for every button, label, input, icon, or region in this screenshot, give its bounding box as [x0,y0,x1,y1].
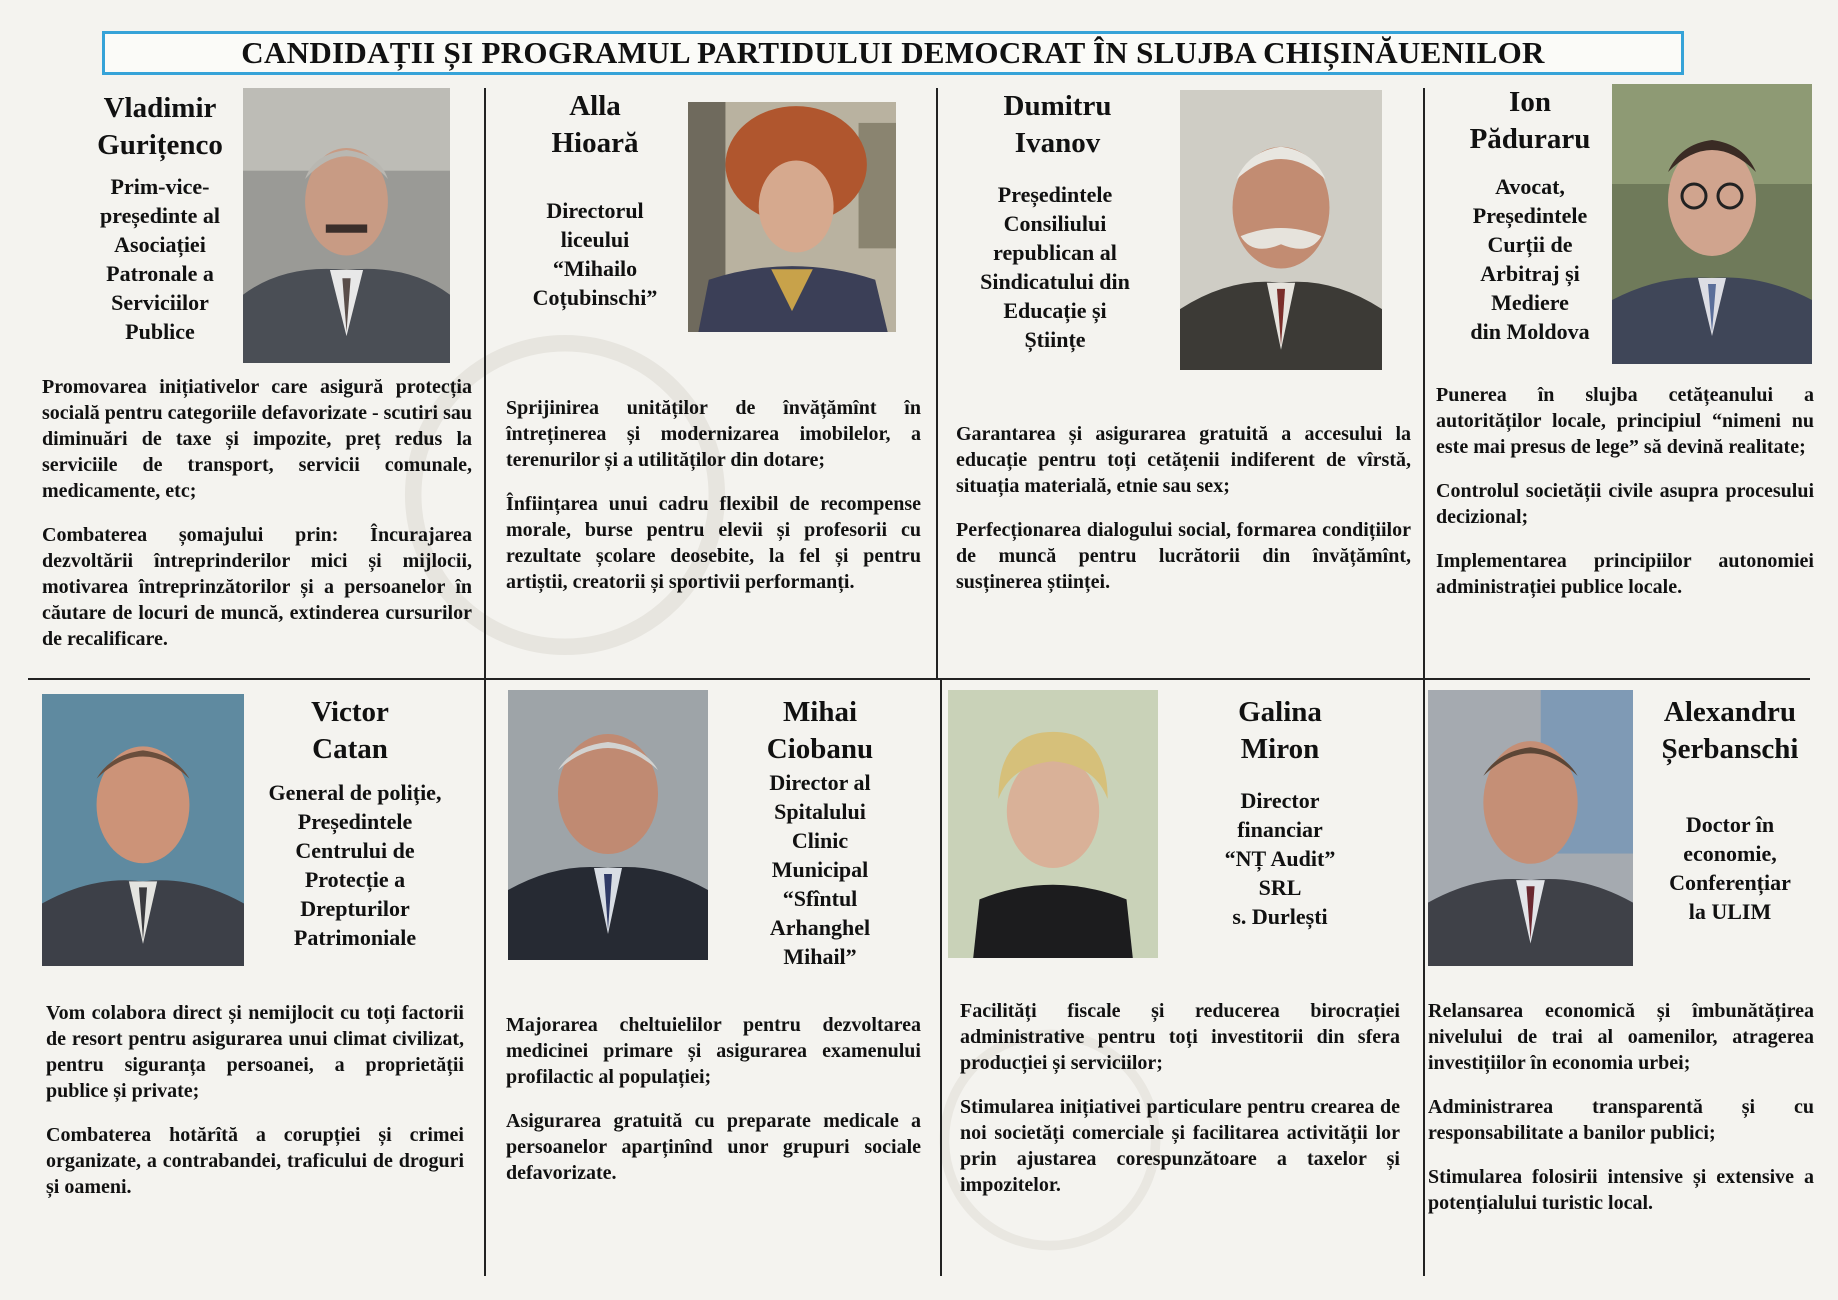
candidate-role [720,768,920,971]
column-divider [940,680,942,1276]
candidate-name [250,694,450,768]
candidate-role [1630,810,1830,926]
role-line: Centrului de [295,838,415,863]
role-line: Patrimoniale [293,925,417,950]
row-divider [28,678,1810,680]
candidate-first-name: Dumitru [1003,90,1112,122]
column-divider [936,88,938,678]
role-line: Publice [125,319,195,344]
candidate-role [60,172,260,346]
candidate-first-name: Alla [569,90,621,122]
candidate-name [1430,84,1630,158]
candidate-photo [688,102,896,332]
candidate-role [1430,172,1630,346]
candidate-role [240,778,470,952]
program-item: Controlul societății civile asupra procesului decizional; [1436,480,1814,528]
candidate-first-name: Mihai [782,696,858,728]
candidate-last-name: Hioară [551,127,639,159]
role-line: Președintele [997,182,1113,207]
role-line: Clinic [791,828,849,853]
role-line: din Moldova [1470,319,1590,344]
role-line: liceului [560,227,630,252]
candidate-program [1436,382,1814,600]
candidate-name [500,88,690,162]
role-line: Coțubinschi” [532,285,658,310]
role-line: republican al [993,240,1117,265]
candidate-last-name: Catan [312,733,388,765]
program-item: Garantarea și asigurarea gratuită a accesului la educație pentru toți cetățenii indiferent de vîrstă, situația materială, etnie sau sex; [956,423,1411,497]
role-line: Arhanghel [769,915,871,940]
program-item: Combaterea șomajului prin: Încurajarea dezvoltării întreprinderilor mici și mijlocii, motivarea întreprinzătorilor și a persoanelor în căutare de locuri de muncă, extinderea cursurilor de recalificare. [42,524,472,650]
role-line: Drepturilor [300,896,410,921]
candidate-photo [1180,90,1382,370]
role-line: Doctor în [1685,812,1775,837]
candidate-photo [1428,690,1633,966]
role-line: Președintele [297,809,413,834]
role-line: “NȚ Audit” [1224,846,1336,871]
candidate-role [1180,786,1380,931]
candidate-last-name: Gurițenco [97,129,223,161]
role-line: președinte al [100,203,220,228]
role-line: “Mihailo [552,256,638,281]
program-item: Sprijinirea unităților de învățămînt în întreținerea și modernizarea imobilelor, a terenurilor și a utilităților din dotare; [506,397,921,471]
candidate-last-name: Păduraru [1469,123,1591,155]
program-item: Stimularea folosirii intensive și extensive a potențialului turistic local. [1428,1166,1814,1214]
role-line: Conferențiar [1669,870,1791,895]
candidate-role [500,196,690,312]
program-item: Asigurarea gratuită cu preparate medicale a persoanelor aparținînd unor grupuri sociale defavorizate. [506,1110,921,1184]
candidate-last-name: Ivanov [1014,127,1101,159]
role-line: s. Durlești [1232,904,1328,929]
role-line: “Sfîntul [782,886,858,911]
program-item: Punerea în slujba cetățeanului a autorităților locale, principiul “nimeni nu este mai presus de lege” să devină realitate; [1436,384,1814,458]
role-line: Municipal [771,857,869,882]
candidate-program [960,998,1400,1198]
role-line: Protecție a [304,867,406,892]
candidate-photo [508,690,708,960]
role-line: Spitalului [774,799,866,824]
title-banner [102,31,1684,75]
candidate-program [506,395,921,595]
candidate-name [1630,694,1830,768]
role-line: SRL [1258,875,1302,900]
role-line: economie, [1683,841,1777,866]
role-line: Patronale a [106,261,214,286]
role-line: Asociației [114,232,206,257]
candidate-last-name: Șerbanschi [1661,733,1799,765]
program-item: Promovarea inițiativelor care asigură protecția socială pentru categoriile defavorizate - scutiri sau diminuări de taxe și impozite, preț redus la serviciile de transport, servicii comunale, medicamente, etc; [42,376,472,502]
role-line: Științe [1024,327,1086,352]
role-line: Director [1240,788,1320,813]
candidate-program [46,1000,464,1200]
candidate-first-name: Vladimir [103,92,217,124]
program-item: Administrarea transparentă și cu responsabilitate a banilor publici; [1428,1096,1814,1144]
role-line: Sindicatului din [980,269,1130,294]
role-line: la ULIM [1688,899,1772,924]
role-line: General de poliție, [268,780,442,805]
program-item: Relansarea economică și îmbunătățirea nivelului de trai al oamenilor, atragerea investițiilor în economia urbei; [1428,1000,1814,1074]
candidate-program [506,1012,921,1186]
role-line: Directorul [546,198,644,223]
column-divider [1423,88,1425,1276]
role-line: Consiliului [1003,211,1107,236]
program-item: Majorarea cheltuielilor pentru dezvoltarea medicinei primare și asigurarea examenului profilactic al populației; [506,1014,921,1088]
role-line: Avocat, [1495,174,1565,199]
candidate-first-name: Ion [1509,86,1551,118]
candidate-first-name: Galina [1238,696,1322,728]
candidate-name [60,90,260,164]
column-divider [484,88,486,1276]
candidate-photo [948,690,1158,958]
role-line: Prim-vice- [110,174,210,199]
role-line: Serviciilor [111,290,209,315]
program-item: Combaterea hotărîtă a corupției și crimei organizate, a contrabandei, traficului de droguri și oameni. [46,1124,464,1198]
candidate-last-name: Miron [1240,733,1320,765]
page-title: CANDIDAȚII ȘI PROGRAMUL PARTIDULUI DEMOCRAT ÎN SLUJBA CHIȘINĂUENILOR [241,35,1545,70]
role-line: Director al [769,770,871,795]
candidate-program [1428,998,1814,1216]
candidate-name [720,694,920,768]
program-item: Perfecționarea dialogului social, formarea condițiilor de muncă pentru lucrătorii din învățămînt, susținerea științei. [956,519,1411,593]
role-line: Arbitraj și [1480,261,1580,286]
program-item: Stimularea inițiativei particulare pentru crearea de noi societăți comerciale și facilitarea activității lor prin ajustarea corespunzătoare a taxelor și impozitelor. [960,1096,1400,1196]
candidate-first-name: Alexandru [1663,696,1797,728]
role-line: Mediere [1491,290,1569,315]
program-item: Facilități fiscale și reducerea birocrației administrative pentru toți investitorii din sfera producției și serviciilor; [960,1000,1400,1074]
role-line: Curții de [1487,232,1573,257]
candidate-role [945,180,1165,354]
program-item: Vom colabora direct și nemijlocit cu toți factorii de resort pentru asigurarea unui climat civilizat, pentru siguranța persoanei, a proprietății publice și private; [46,1002,464,1102]
candidate-name [955,88,1160,162]
candidate-first-name: Victor [311,696,389,728]
program-item: Înființarea unui cadru flexibil de recompense morale, burse pentru elevii și profesorii cu rezultate școlare deosebite, la fel și pentru artiștii, creatorii și sportivii performanți. [506,493,921,593]
program-item: Implementarea principiilor autonomiei administrației publice locale. [1436,550,1814,598]
candidate-photo [42,694,244,966]
role-line: Educație și [1003,298,1107,323]
candidate-program [42,374,472,652]
candidate-program [956,421,1411,595]
candidate-last-name: Ciobanu [766,733,874,765]
candidate-name [1180,694,1380,768]
role-line: financiar [1237,817,1323,842]
candidate-photo [243,88,450,363]
role-line: Președintele [1472,203,1588,228]
role-line: Mihail” [783,944,857,969]
candidate-photo [1612,84,1812,364]
